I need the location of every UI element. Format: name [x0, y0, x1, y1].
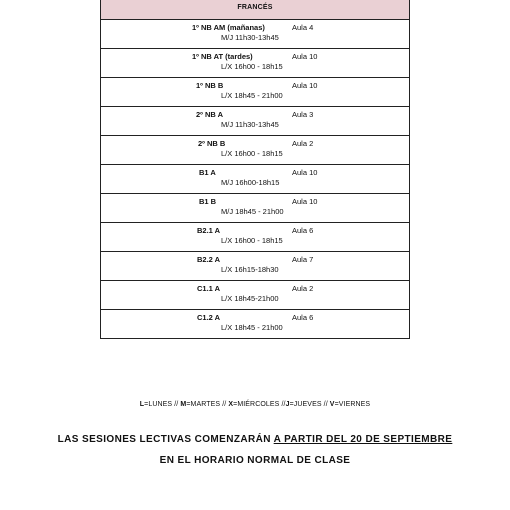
schedule-time: L/X 18h45 - 21h00	[221, 323, 283, 332]
schedule-time: L/X 16h00 - 18h15	[221, 62, 283, 71]
table-header: FRANCÉS	[101, 0, 409, 20]
group-name: 1º NB AT (tardes)	[192, 52, 253, 61]
schedule-time: L/X 16h00 - 18h15	[221, 236, 283, 245]
schedule-time: M/J 11h30-13h45	[221, 120, 279, 129]
classroom: Aula 10	[292, 52, 318, 61]
notice-start-date: A PARTIR DEL 20 DE SEPTIEMBRE	[273, 434, 453, 445]
legend-text: =JUEVES //	[289, 401, 330, 408]
table-row	[101, 252, 409, 281]
table-row	[101, 223, 409, 252]
classroom: Aula 10	[292, 197, 318, 206]
table-row	[101, 136, 409, 165]
group-name: 1º NB B	[196, 81, 224, 90]
notice-prefix: LAS SESIONES LECTIVAS COMENZARÁN	[57, 434, 274, 445]
group-name: 2º NB B	[198, 139, 226, 148]
legend-text: =MARTES //	[186, 401, 229, 408]
table-row	[101, 78, 409, 107]
group-name: B1 B	[199, 197, 217, 206]
table-row	[101, 20, 409, 49]
schedule-time: M/J 18h45 - 21h00	[221, 207, 284, 216]
group-name: 2º NB A	[196, 110, 224, 119]
group-name: C1.1 A	[197, 284, 221, 293]
classroom: Aula 10	[292, 168, 318, 177]
start-date-notice	[0, 434, 510, 445]
schedule-table	[100, 0, 410, 339]
table-row	[101, 49, 409, 78]
legend-text: =VIERNES	[334, 401, 371, 408]
table-row	[101, 281, 409, 310]
legend-text: =MIÉRCOLES //	[233, 401, 286, 408]
legend-key: M	[180, 401, 187, 408]
legend-text: =LUNES //	[144, 401, 181, 408]
legend-key: V	[329, 401, 335, 408]
schedule-time: L/X 16h00 - 18h15	[221, 149, 283, 158]
table-row	[101, 310, 409, 338]
schedule-time: M/J 16h00-18h15	[221, 178, 280, 187]
legend-key: X	[228, 401, 234, 408]
group-name: 1º NB AM (mañanas)	[192, 23, 265, 32]
schedule-time: L/X 16h15-18h30	[221, 265, 279, 274]
table-row	[101, 107, 409, 136]
classroom: Aula 10	[292, 81, 318, 90]
classroom: Aula 6	[292, 313, 314, 322]
schedule-time: L/X 18h45-21h00	[221, 294, 279, 303]
classroom: Aula 2	[292, 284, 314, 293]
schedule-time: L/X 18h45 - 21h00	[221, 91, 283, 100]
day-abbreviation-legend	[0, 401, 510, 408]
legend-key: L	[139, 401, 145, 408]
classroom: Aula 6	[292, 226, 314, 235]
schedule-time: M/J 11h30-13h45	[221, 33, 279, 42]
schedule-notice: EN EL HORARIO NORMAL DE CLASE	[159, 455, 351, 466]
group-name: C1.2 A	[197, 313, 221, 322]
group-name: B2.1 A	[197, 226, 221, 235]
group-name: B2.2 A	[197, 255, 221, 264]
table-row	[101, 194, 409, 223]
classroom: Aula 3	[292, 110, 314, 119]
legend-key: J	[285, 401, 290, 408]
classroom: Aula 7	[292, 255, 314, 264]
classroom: Aula 4	[292, 23, 314, 32]
group-name: B1 A	[199, 168, 216, 177]
table-row	[101, 165, 409, 194]
classroom: Aula 2	[292, 139, 314, 148]
